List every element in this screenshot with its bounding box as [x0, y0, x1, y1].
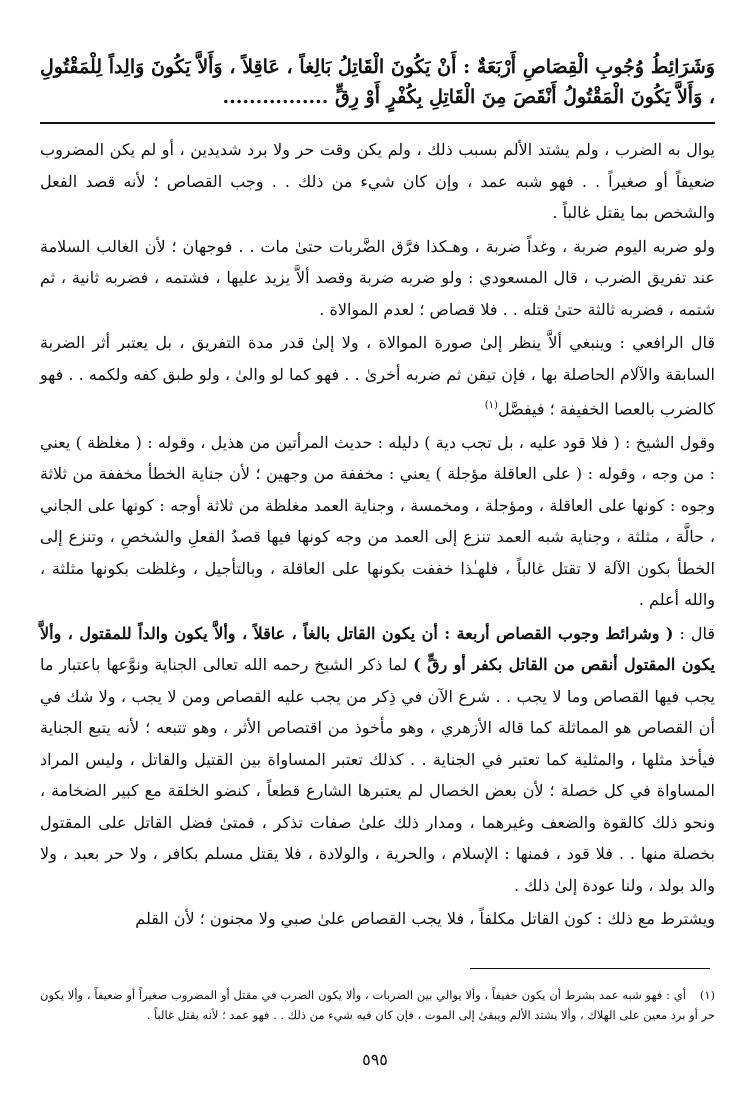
paragraph-3-text: قال الرافعي : وينبغي ألاَّ ينظر إلىٰ صورة الموالاة ، ولا إلىٰ قدر مدة التفريق ، بل يعتبر أثر الضربة السابقة والآلام الحاصلة بها ، فإن تيقن ثم ضربه أخرىٰ . . فهو كما لو والىٰ ، ولو طبق كفه ولكمه . . فهو كالضرب بالعصا الخفيفة ؛ فيفصَّل: [40, 333, 715, 419]
paragraph-5-rest: لما ذكر الشيخ رحمه الله تعالى الجناية ونوَّعها باعتبار ما يجب فيها القصاص وما لا يجب . . شرع الآن في ذِكر من يجب عليه القصاص ومن لا يجب ، ولا شك في أن القصاص هو المماثلة كما قاله الأزهري ، وهو مأخوذ من اقتصاص الأثر ، وهو تتبعه ؛ لأنه يتبع الجناية فيأخذ مثلها ، والمثلية كما تعتبر في الجناية . . كذلك تعتبر المساواة بين القتيل والقاتل ، وليس المراد المساواة في كل خصلة ؛ لأن بعض الخصال لم يعتبرها الشارع قطعاً ، كنضو الخلقة مع كبير الضخامة ، ونحو ذلك كالقوة والضعف وغيرهما ، ومدار ذلك علىٰ صفات تذكر ، فمتىٰ فضل القاتل على المقتول بخصلة منها . . فلا قود ، فمنها : الإسلام ، والحرية ، والولادة ، فلا يقتل مسلم بكافر ، ولا حر بعبد ، ولا والد بولد ، ولنا عودة إلىٰ ذلك .: [40, 655, 715, 895]
quoted-matn: ( وشرائط وجوب القصاص أربعة : أن يكون القاتل بالغاً ، عاقلاً ، وألاَّ يكون والداً للمقتول ، وألاَّ يكون المقتول أنقص من القاتل بكفر أو رقٍّ ): [40, 623, 716, 675]
paragraph-5: [40, 618, 715, 902]
footnote-divider: [470, 968, 710, 969]
paragraph-3: [40, 327, 715, 425]
matn-divider: [40, 122, 715, 124]
paragraph-6: ويشترط مع ذلك : كون القاتل مكلفاً ، فلا يجب القصاص علىٰ صبي ولا مجنون ؛ لأن القلم: [135, 909, 715, 929]
page-number: ٥٩٥: [362, 1050, 388, 1069]
matn-text: [40, 52, 715, 112]
footnote-text: أي : فهو شبه عمد بشرط أن يكون خفيفاً ، وألا يوالي بين الضربات ، وألا يكون الضرب في مقتل أو المضروب صغيراً أو ضعيفاً ، وألا يكون حر أو برد معين على الهلاك ، وألا يشتد الألم ويبقىٰ إلى الموت ، فإن كان فيه شيء من ذلك . . فهو عمد ؛ لأنه يقتل غالباً .: [40, 988, 715, 1022]
paragraph-2: ولو ضربه اليوم ضربة ، وغداً ضربة ، وهـكذا فرَّق الضَّربات حتىٰ مات . . فوجهان ؛ لأن الغالب السلامة عند تفريق الضرب ، قال المسعودي : ولو ضربه ضربة وقصد ألاَّ يزيد عليها ، فشتمه ، فضربه ثانية ، ثم شتمه ، فضربه ثالثة حتىٰ قتله . . فلا قصاص ؛ لعدم الموالاة .: [40, 236, 716, 319]
page-content: [40, 52, 715, 937]
commentary-body: [40, 134, 715, 935]
footnote: [40, 985, 715, 1025]
matn-main: وَشَرَائِطُ وُجُوبِ الْقِصَاصِ أَرْبَعَةٌ : أَنْ يَكُونَ الْقَاتِلُ بَالِغاً ، عَاقِلاً ، وَأَلاَّ يَكُونَ وَالِداً لِلْمَقْتُولِ ، وَأَلاَّ يَكُونَ الْمَقْتُولُ أَنْقَصَ مِنَ الْقَاتِلِ بِكُفْرٍ أَوْ رِقٍّ: [40, 56, 715, 108]
paragraph-1: يوال به الضرب ، ولم يشتد الألم بسبب ذلك ، ولم يكن وقت حر ولا برد شديدين ، أو لم يكن المضروب ضعيفاً أو صغيراً . . فهو شبه عمد ، وإن كان شيء من ذلك . . وجب القصاص ؛ لأنه قصد الفعل والشخص بما يقتل غالباً .: [40, 140, 715, 222]
paragraph-4: وقول الشيخ : ( فلا قود عليه ، بل تجب دية ) دليله : حديث المرأتين من هذيل ، وقوله : ( مغلظة ) يعني : من وجه ، وقوله : ( على العاقلة مؤجلة ) يعني : مخففة من وجهين ؛ لأن جناية الخطأ مخففة من ثلاثة وجوه : كونها على العاقلة ، ومؤجلة ، ومخمسة ، وجناية العمد مغلظة من ثلاثة أوجه : كونها على الجاني ، حالَّة ، مثلثة ، وجناية شبه العمد تنزع إلى العمد من وجه كونها فيها قصدُ الفعلِ والشخصِ ، وتنزع إلى الخطأ بكون الآلة لا تقتل غالباً ، فلهـٰذا خففت بكونها على العاقلة ، وبالتأجيل ، وغلظت بكونها مثلثة ، والله أعلم .: [40, 432, 715, 610]
footnote-number: (١): [699, 988, 715, 1002]
matn-dots: ................: [222, 86, 329, 108]
footnote-reference[interactable]: (١): [484, 400, 498, 411]
paragraph-5-lead: قال :: [673, 623, 715, 643]
